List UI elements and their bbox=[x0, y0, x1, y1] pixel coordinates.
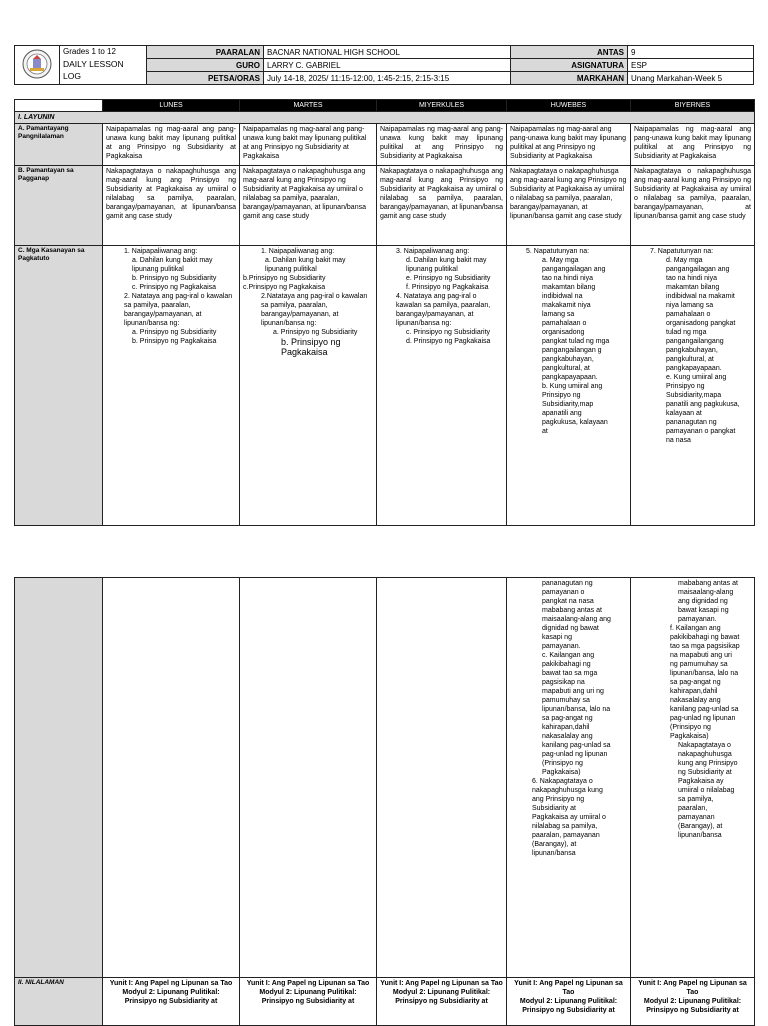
nilalaman-huwebes: Yunit I: Ang Papel ng Lipunan sa Tao Modyul 2: Lipunang Pulitikal: Prinsipyo ng Subsidiarity at bbox=[507, 978, 631, 1026]
corner-cell bbox=[15, 100, 103, 112]
row-label-kasanayan-continued bbox=[15, 578, 103, 978]
c-miyerkules-item-f: f. Prinsipyo ng Pagkakaisa bbox=[406, 284, 489, 291]
antas-value: 9 bbox=[628, 46, 754, 59]
section-layunin: I. LAYUNIN bbox=[15, 112, 755, 124]
c2-martes bbox=[240, 578, 377, 978]
row-label-pamantayan-sa-pagganap: B. Pamantayan sa Pagganap bbox=[15, 166, 103, 246]
c-miyerkules-item-d: d. Dahilan kung bakit may lipunang pulitikal bbox=[406, 257, 487, 273]
c2-huwebes-continuation: pananagutan ng pamayanan o pangkat na nasa mababang antas at maisaalang-alang ang dignidad ng bawat kasapi ng pamayanan. bbox=[542, 580, 611, 650]
c-biyernes bbox=[631, 246, 755, 526]
c2-lunes bbox=[103, 578, 240, 978]
c2-huwebes-item-c: c. Kailangan ang pakikibahagi ng bawat tao sa mga pagsisikap na mapabuti ang uri ng pamumuhay sa lipunan/bansa, lalo na sa pag-angat ng kahirapan,dahil nakasalalay ang kanilang pag-unlad sa pag-unlad ng lipunan (Prinsipyo ng Pagkakaisa) bbox=[542, 652, 611, 776]
paaralan-label: PAARALAN bbox=[147, 46, 264, 59]
a-lunes: Naipapamalas ng mag-aaral ang pang-unawa kung bakit may lipunang pulitikal at ang Prinsipyo ng Subsidiarity at Pagkakaisa bbox=[103, 124, 240, 166]
c-martes-item-a: a. Dahilan kung bakit may lipunang pulitikal bbox=[265, 257, 346, 273]
c-huwebes bbox=[507, 246, 631, 526]
c-lunes-item-c: c. Prinsipyo ng Pagkakaisa bbox=[132, 284, 217, 291]
header-table bbox=[14, 45, 754, 85]
nilalaman-martes: Yunit I: Ang Papel ng Lipunan sa Tao Modyul 2: Lipunang Pulitikal: Prinsipyo ng Subsidiarity at bbox=[240, 978, 377, 1026]
deped-seal-icon bbox=[22, 49, 52, 79]
deped-logo-cell bbox=[15, 46, 60, 85]
paaralan-value: BACNAR NATIONAL HIGH SCHOOL bbox=[264, 46, 511, 59]
c-miyerkules-item-d2: d. Prinsipyo ng Pagkakaisa bbox=[406, 338, 491, 345]
b-martes: Nakapagtataya o nakapaghuhusga ang mag-aaral kung ang Prinsipyo ng Subsidiarity at Pagkakaisa ay umiiral o nilalabag sa pamilya, paaralan, barangay/pamayanan, at lipunan/bansa gamit ang case study bbox=[240, 166, 377, 246]
day-header-martes: MARTES bbox=[240, 100, 377, 112]
nilalaman-miyerkules: Yunit I: Ang Papel ng Lipunan sa Tao Modyul 2: Lipunang Pulitikal: Prinsipyo ng Subsidiarity at bbox=[377, 978, 507, 1026]
c-martes-item-b: b.Prinsipyo ng Subsidiarity bbox=[243, 275, 326, 282]
c-miyerkules-item-c2: c. Prinsipyo ng Subsidiarity bbox=[406, 329, 491, 336]
c-martes-item-2: 2.Natataya ang pag-iral o kawalan sa pamilya, paaralan, barangay/pamayanan, at lipunan/bansa ng: bbox=[261, 293, 368, 327]
day-header-biyernes: BIYERNES bbox=[631, 100, 755, 112]
b-lunes: Nakapagtataya o nakapaghuhusga ang mag-aaral kung ang Prinsipyo ng Subsidiarity at Pagkakaisa ay umiiral o nilalabag sa pamilya, paaralan, barangay/pamayanan, at lipunan/bansa gamit ang case study bbox=[103, 166, 240, 246]
nilalaman-lunes: Yunit I: Ang Papel ng Lipunan sa Tao Modyul 2: Lipunang Pulitikal: Prinsipyo ng Subsidiarity at bbox=[103, 978, 240, 1026]
guro-label: GURO bbox=[147, 59, 264, 72]
c2-biyernes-item-g: Nakapagtataya o nakapaghuhusga kung ang Prinsipyo ng Subsidiarity at Pagkakaisa ay umiiral o nilalabag sa pamilya, paaralan, pamayanan (Barangay), at lipunan/bansa bbox=[678, 742, 738, 839]
section-nilalaman: II. NILALAMAN bbox=[15, 978, 103, 1026]
nilalaman-biyernes: Yunit I: Ang Papel ng Lipunan sa Tao Modyul 2: Lipunang Pulitikal: Prinsipyo ng Subsidiarity at bbox=[631, 978, 755, 1026]
c-huwebes-item-b: b. Kung umiiral ang Prinsipyo ng Subsidiarity,map apanatili ang pagkukusa, kalayaan at bbox=[542, 383, 608, 435]
b-huwebes: Nakapagtataya o nakapaghuhusga ang mag-aaral kung ang Prinsipyo ng Subsidiarity at Pagkakaisa ay umiiral o nilalabag sa pamilya, paaralan, barangay/pamayanan, at lipunan/bansa gamit ang case study bbox=[507, 166, 631, 246]
lesson-grid-page-1 bbox=[14, 99, 755, 526]
day-header-miyerkules: MIYERKULES bbox=[377, 100, 507, 112]
c2-biyernes-item-f: f. Kailangan ang pakikibahagi ng bawat tao sa mga pagsisikap na mapabuti ang uri ng pamumuhay sa lipunan/bansa, lalo na sa pag-angat ng kahirapan,dahil nakasalalay ang kanilang pag-unlad sa pag-unlad ng lipunan (Prinsipyo ng Pagkakaisa) bbox=[670, 625, 740, 740]
antas-label: ANTAS bbox=[511, 46, 628, 59]
a-huwebes: Naipapamalas ng mag-aaral ang pang-unawa kung bakit may lipunang pulitikal at ang Prinsipyo ng Subsidiarity at Pagkakaisa bbox=[507, 124, 631, 166]
c-martes-item-b2: b. Prinsipyo ng Pagkakaisa bbox=[281, 337, 341, 357]
c2-miyerkules bbox=[377, 578, 507, 978]
c-lunes-item-a2: a. Prinsipyo ng Subsidiarity bbox=[132, 329, 217, 336]
c2-huwebes bbox=[507, 578, 631, 978]
b-miyerkules: Nakapagtataya o nakapaghuhusga ang mag-aaral kung ang Prinsipyo ng Subsidiarity at Pagkakaisa ay umiiral o nilalabag sa pamilya, paaralan, barangay/pamayanan, at lipunan/bansa gamit ang case study bbox=[377, 166, 507, 246]
markahan-value: Unang Markahan-Week 5 bbox=[628, 72, 754, 85]
log-title: Grades 1 to 12 DAILY LESSON LOG bbox=[60, 46, 147, 85]
c2-biyernes-continuation: mababang antas at maisaalang-alang ang dignidad ng bawat kasapi ng pamayanan. bbox=[678, 580, 738, 623]
c-lunes-item-2: 2. Natataya ang pag-iral o kawalan sa pamilya, paaralan, barangay/pamayanan, at lipunan/bansa ng: bbox=[124, 293, 233, 327]
day-header-lunes: LUNES bbox=[103, 100, 240, 112]
c2-huwebes-item-6: 6. Nakapagtataya o nakapaghuhusga kung ang Prinsipyo ng Subsidiarity at Pagkakaisa ay umiiral o nilalabag sa pamilya, paaralan, pamayanan (Barangay), at lipunan/bansa bbox=[532, 778, 606, 857]
c-lunes-item-1: 1. Naipapaliwanag ang: bbox=[124, 248, 198, 255]
c-miyerkules-item-3: 3. Naipapaliwanag ang: bbox=[396, 248, 470, 255]
c-miyerkules-item-e: e. Prinsipyo ng Subsidiarity bbox=[406, 275, 491, 282]
c-martes-item-c: c.Prinsipyo ng Pagkakaisa bbox=[243, 284, 326, 291]
petsa-value: July 14-18, 2025/ 11:15-12:00, 1:45-2:15, 2:15-3:15 bbox=[264, 72, 511, 85]
a-martes: Naipapamalas ng mag-aaral ang pang-unawa kung bakit may lipunang pulitikal at ang Prinsipyo ng Subsidiarity at Pagkakaisa bbox=[240, 124, 377, 166]
c2-biyernes bbox=[631, 578, 755, 978]
asignatura-value: ESP bbox=[628, 59, 754, 72]
guro-value: LARRY C. GABRIEL bbox=[264, 59, 511, 72]
row-label-pamantayang-pangnilalaman: A. Pamantayang Pangnilalaman bbox=[15, 124, 103, 166]
c-lunes-item-b: b. Prinsipyo ng Subsidiarity bbox=[132, 275, 217, 282]
b-biyernes: Nakapagtataya o nakapaghuhusga ang mag-aaral kung ang Prinsipyo ng Subsidiarity at Pagkakaisa ay umiiral o nilalabag sa pamilya, paaralan, barangay/pamayanan, at lipunan/bansa gamit ang case study bbox=[631, 166, 755, 246]
markahan-label: MARKAHAN bbox=[511, 72, 628, 85]
c-biyernes-item-d: d. May mga pangangailagan ang tao na hindi niya makamtan bilang indibidwal na makamit niya lamang sa pamahalaan o organisadong pangkat tulad ng mga pangangailangang pangkabuhayan, pangkultural, at pangkapayapaan. bbox=[666, 257, 736, 372]
c-martes-item-a2: a. Prinsipyo ng Subsidiarity bbox=[273, 329, 358, 336]
c-miyerkules-item-4: 4. Natataya ang pag-iral o kawalan sa pamilya, paaralan, barangay/pamayanan, at lipunan/bansa ng: bbox=[396, 293, 491, 327]
c-biyernes-item-7: 7. Napatutunyan na: bbox=[650, 248, 714, 255]
day-header-huwebes: HUWEBES bbox=[507, 100, 631, 112]
a-biyernes: Naipapamalas ng mag-aaral ang pang-unawa kung bakit may lipunang pulitikal at ang Prinsipyo ng Subsidiarity at Pagkakaisa bbox=[631, 124, 755, 166]
c-lunes bbox=[103, 246, 240, 526]
a-miyerkules: Naipapamalas ng mag-aaral ang pang-unawa kung bakit may lipunang pulitikal at ang Prinsipyo ng Subsidiarity at Pagkakaisa bbox=[377, 124, 507, 166]
row-label-kasanayan-sa-pagkatuto: C. Mga Kasanayan sa Pagkatuto bbox=[15, 246, 103, 526]
c-lunes-item-b2: b. Prinsipyo ng Pagkakaisa bbox=[132, 338, 217, 345]
c-biyernes-item-e: e. Kung umiiral ang Prinsipyo ng Subsidiarity,mapa panatili ang pagkukusa, kalayaan at pananagutan ng pamayanan o pangkat na nasa bbox=[666, 374, 740, 444]
c-martes-item-1: 1. Naipapaliwanag ang: bbox=[261, 248, 335, 255]
c-martes bbox=[240, 246, 377, 526]
c-miyerkules bbox=[377, 246, 507, 526]
asignatura-label: ASIGNATURA bbox=[511, 59, 628, 72]
c-lunes-item-a: a. Dahilan kung bakit may lipunang pulitikal bbox=[132, 257, 213, 273]
lesson-grid-page-2 bbox=[14, 577, 755, 1026]
c-huwebes-item-a: a. May mga pangangailagan ang tao na hindi niya makamtan bilang indibidwal na makakamit niya lamang sa pamahalaan o organisadong pangkat tulad ng mga pangangailangan g pangkabuhayan, pangkultural, at pangkapayapaan. bbox=[542, 257, 610, 381]
c-huwebes-item-5: 5. Napatutunyan na: bbox=[526, 248, 590, 255]
petsa-label: PETSA/ORAS bbox=[147, 72, 264, 85]
